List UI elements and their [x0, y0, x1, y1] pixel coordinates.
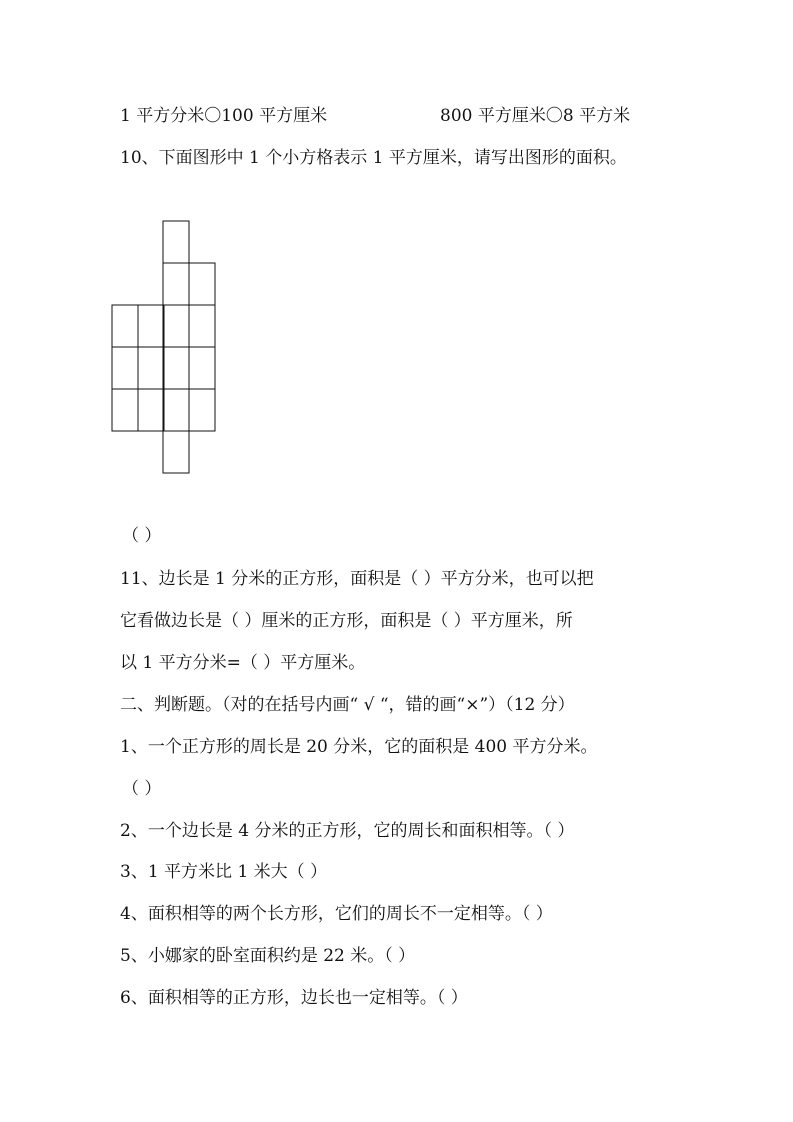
grid-cell: [189, 305, 215, 347]
grid-cell: [189, 263, 215, 305]
grid-cell: [163, 221, 189, 263]
judge-item-2: 2、一个边长是 4 分米的正方形，它的周长和面积相等。（ ）: [120, 821, 575, 841]
question-11-line-3: 以 1 平方分米=（ ）平方厘米。: [120, 653, 366, 673]
grid-cell: [112, 347, 138, 389]
compare-left: 1 平方分米〇100 平方厘米: [120, 106, 328, 126]
question-10-answer-blank[interactable]: （ ）: [122, 526, 162, 546]
question-11-line-2: 它看做边长是（ ）厘米的正方形，面积是（ ）平方厘米，所: [120, 611, 573, 631]
judge-item-1: 1、一个正方形的周长是 20 分米，它的面积是 400 平方分米。: [120, 737, 598, 757]
compare-right: 800 平方厘米〇8 平方米: [440, 106, 631, 126]
grid-cell: [163, 305, 189, 347]
grid-cell: [138, 389, 164, 431]
grid-cell: [189, 389, 215, 431]
grid-cell: [163, 431, 189, 473]
grid-cell: [163, 347, 189, 389]
grid-cell: [189, 347, 215, 389]
grid-cell: [112, 389, 138, 431]
grid-cell: [112, 305, 138, 347]
section-2-title: 二、判断题。（对的在括号内画“ √ “，错的画“×”）（12 分）: [120, 695, 575, 715]
judge-item-1-blank[interactable]: （ ）: [122, 779, 162, 799]
grid-cell: [138, 347, 164, 389]
grid-cell: [138, 305, 164, 347]
judge-item-6: 6、面积相等的正方形，边长也一定相等。（ ）: [120, 988, 468, 1008]
judge-item-5: 5、小娜家的卧室面积约是 22 米。（ ）: [120, 946, 416, 966]
judge-item-3: 3、1 平方米比 1 米大（ ）: [120, 862, 328, 882]
grid-cell: [163, 263, 189, 305]
grid-cell: [163, 389, 189, 431]
judge-item-4: 4、面积相等的两个长方形，它们的周长不一定相等。（ ）: [120, 904, 553, 924]
question-10-text: 10、下面图形中 1 个小方格表示 1 平方厘米，请写出图形的面积。: [120, 148, 627, 168]
question-11-line-1: 11、边长是 1 分米的正方形，面积是（ ）平方分米，也可以把: [120, 569, 594, 589]
